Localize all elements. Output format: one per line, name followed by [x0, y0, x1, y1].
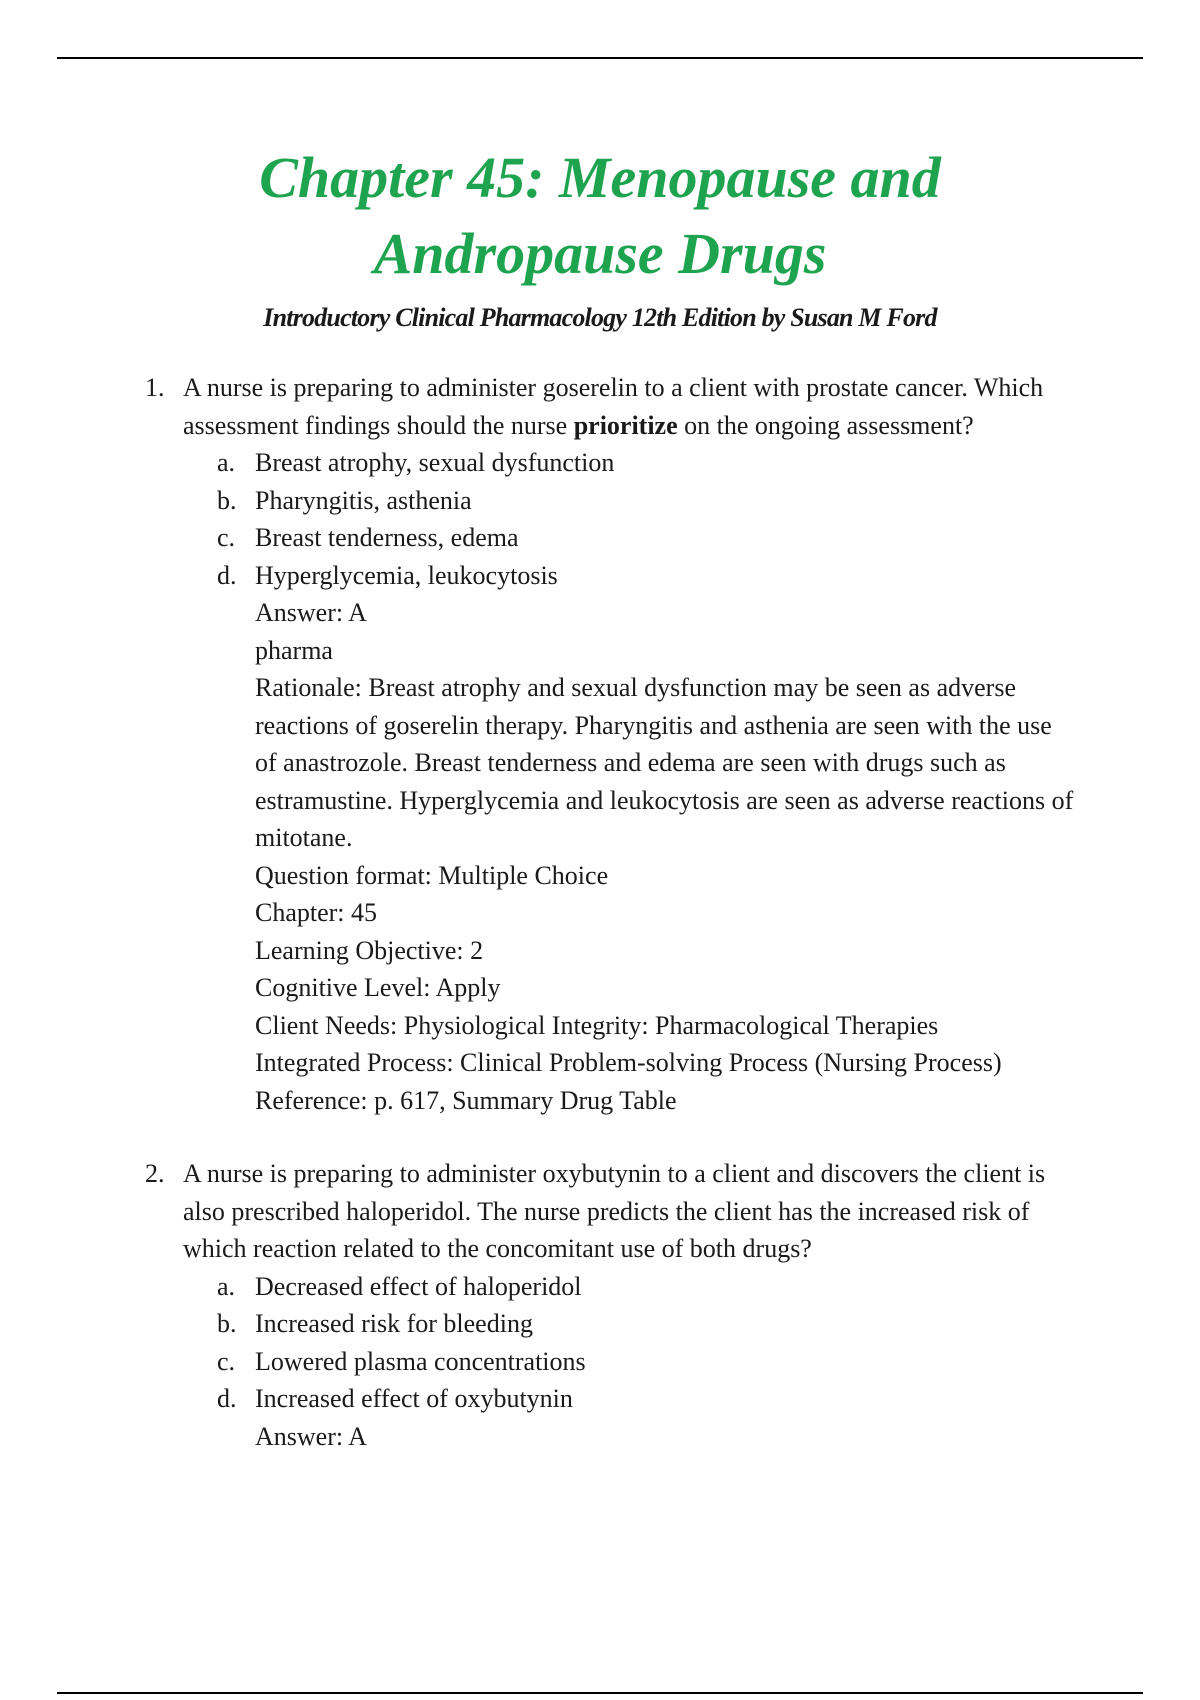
option-b: [183, 1305, 1063, 1343]
option-letter: d.: [217, 560, 237, 590]
chapter-title-line-2: Andropause Drugs: [373, 221, 827, 286]
answer-options: [183, 1268, 1063, 1418]
answer-details: [183, 594, 1075, 1119]
book-subtitle: Introductory Clinical Pharmacology 12th Edition by Susan M Ford: [263, 303, 937, 332]
option-d: [183, 557, 1063, 595]
answer-key: Answer: A: [255, 598, 367, 627]
cognitive-level: Cognitive Level: Apply: [255, 973, 501, 1002]
option-text: Increased effect of oxybutynin: [255, 1384, 573, 1413]
option-letter: c.: [217, 1346, 236, 1376]
option-letter: d.: [217, 1384, 237, 1413]
option-text: Breast tenderness, edema: [255, 523, 519, 552]
question-1: [0, 369, 1074, 1119]
option-letter: c.: [217, 523, 236, 552]
question-stem: A nurse is preparing to administer oxybutynin to a client and discovers the client is also prescribed haloperidol. The nurse predicts the client has the increased risk of which reaction related to the concomitant use of both drugs?: [183, 1159, 1046, 1263]
option-d: [183, 1380, 1063, 1418]
option-text: Increased risk for bleeding: [255, 1309, 533, 1338]
top-rule: [57, 57, 1143, 59]
chapter-title: [0, 140, 1200, 292]
option-c: [183, 519, 1063, 557]
option-a: [183, 444, 1063, 482]
option-c: [183, 1343, 1063, 1381]
option-letter: b.: [217, 485, 237, 515]
bottom-rule: [57, 1692, 1143, 1694]
topic-tag: pharma: [255, 635, 333, 665]
question-list: [0, 369, 1200, 1455]
rationale: Rationale: Breast atrophy and sexual dysfunction may be seen as adverse reactions of goserelin therapy. Pharyngitis and asthenia are seen with the use of anastrozole. Breast tenderness and edema are seen with drugs such as estramustine. Hyperglycemia and leukocytosis are seen as adverse reactions of mitotane.: [255, 673, 1074, 852]
document-header: [0, 140, 1200, 334]
chapter-title-line-1: Chapter 45: Menopause and: [259, 145, 941, 210]
chapter-ref: Chapter: 45: [255, 898, 378, 927]
option-letter: a.: [217, 448, 236, 477]
question-stem-start: A nurse is preparing to administer goserelin to a client with prostate cancer. Which assessment findings should the nurse: [183, 373, 1044, 440]
option-a: [183, 1268, 1063, 1306]
question-number: 2.: [145, 1159, 165, 1188]
option-text: Hyperglycemia, leukocytosis: [255, 560, 558, 590]
question-stem-emphasis: prioritize: [573, 410, 678, 440]
answer-options: [183, 444, 1063, 594]
option-b: [183, 482, 1063, 520]
option-text: Pharyngitis, asthenia: [255, 485, 472, 515]
learning-objective: Learning Objective: 2: [255, 935, 484, 965]
answer-key: Answer: A: [255, 1421, 367, 1451]
option-text: Lowered plasma concentrations: [255, 1346, 586, 1376]
question-2: [0, 1155, 1063, 1455]
integrated-process: Integrated Process: Clinical Problem-solving Process (Nursing Process) Reference: p. 617, Summary Drug Table: [255, 1048, 1002, 1115]
option-letter: b.: [217, 1309, 237, 1338]
question-format: Question format: Multiple Choice: [255, 860, 609, 890]
answer-details: [183, 1418, 1075, 1456]
question-stem-end: on the ongoing assessment?: [677, 410, 974, 440]
question-number: 1.: [145, 373, 165, 402]
client-needs: Client Needs: Physiological Integrity: Pharmacological Therapies: [255, 1010, 939, 1040]
question-stem: [183, 369, 1063, 444]
option-text: Breast atrophy, sexual dysfunction: [255, 448, 615, 477]
option-text: Decreased effect of haloperidol: [255, 1271, 582, 1301]
option-letter: a.: [217, 1271, 236, 1301]
